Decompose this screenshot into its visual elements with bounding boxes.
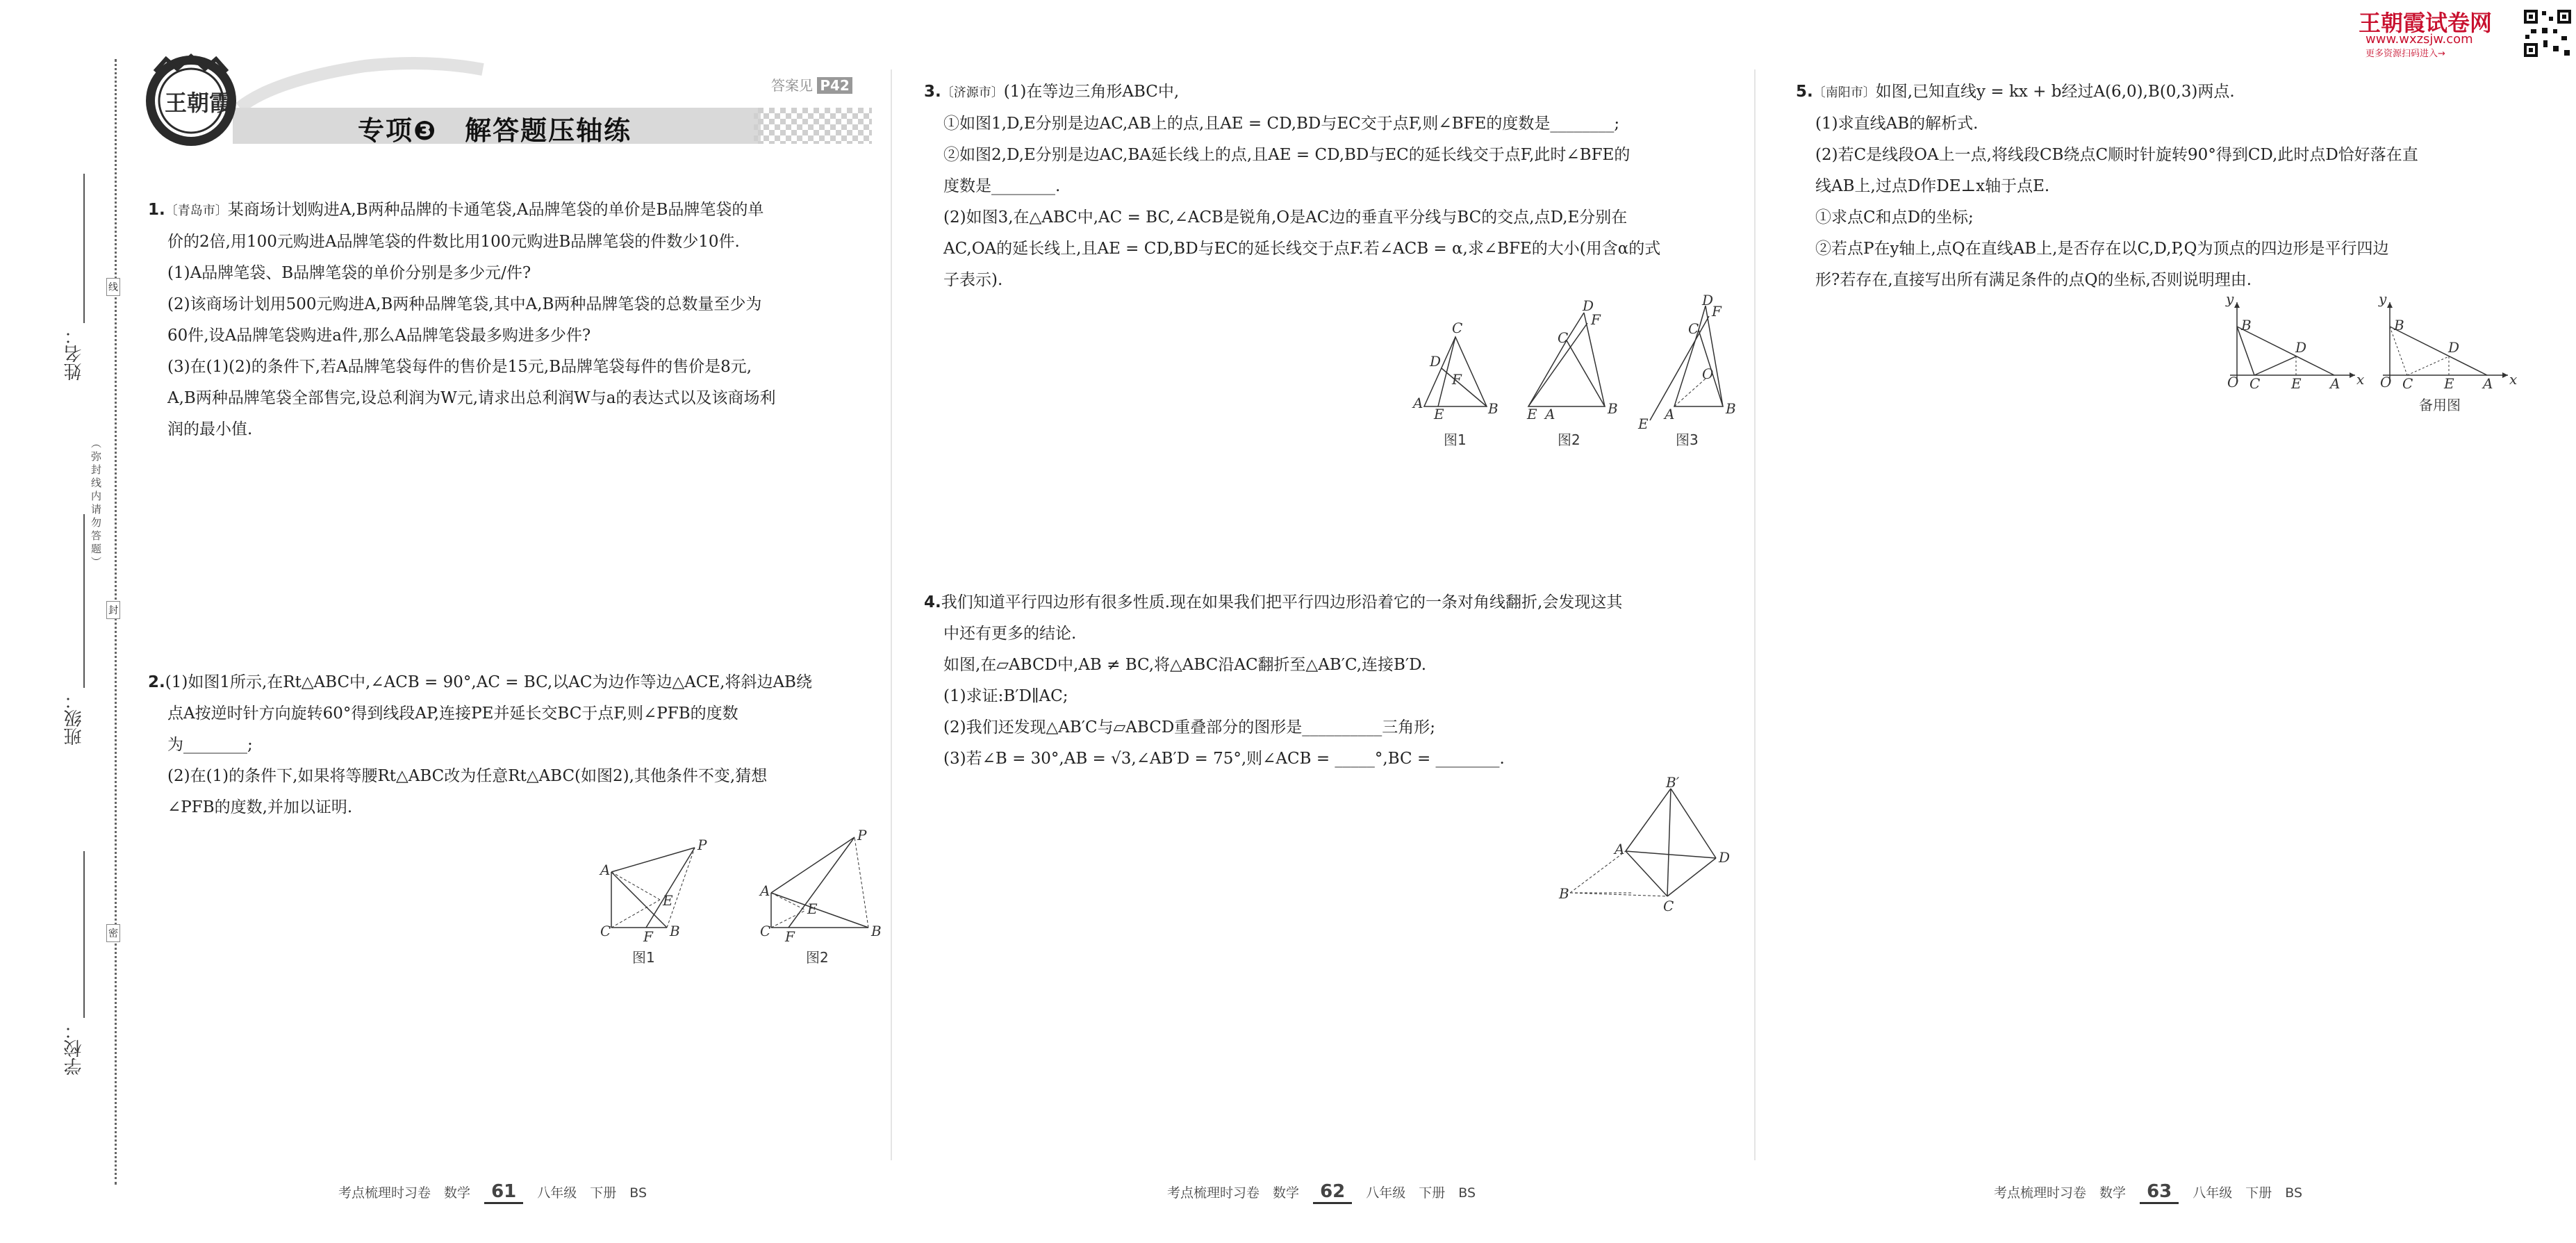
fig-caption: 图1	[632, 949, 655, 966]
svg-text:B: B	[1608, 400, 1618, 417]
problem-line: 为________;	[167, 736, 253, 754]
svg-text:x: x	[2356, 371, 2365, 388]
svg-text:C: C	[2249, 375, 2261, 392]
problem-line: A,B两种品牌笔袋全部售完,设总利润为W元,请求出总利润W与a的表达式以及该商场利	[167, 389, 776, 407]
fig-caption: 图1	[1444, 431, 1467, 448]
problem-number: 5.	[1796, 83, 1813, 101]
binding-margin	[0, 0, 139, 1243]
svg-text:B: B	[1488, 400, 1498, 417]
school-label: 学校：	[64, 1021, 85, 1076]
brand-name: 王朝霞试卷网	[2359, 10, 2493, 36]
svg-text:O: O	[2380, 374, 2392, 390]
footer-right: 八年级 下册 BS	[537, 1185, 647, 1201]
section-title: 专项❸ 解答题压轴练	[358, 115, 632, 146]
svg-text:P: P	[857, 827, 867, 843]
svg-text:A: A	[2330, 375, 2340, 392]
svg-text:C: C	[1452, 320, 1463, 336]
svg-text:F: F	[1591, 311, 1601, 328]
svg-text:F: F	[785, 928, 795, 945]
problem-line: ②若点P在y轴上,点Q在直线AB上,是否存在以C,D,P,Q为顶点的四边形是平行四边	[1815, 240, 2389, 258]
problem-4	[924, 587, 1744, 775]
fig-caption: 备用图	[2419, 397, 2461, 413]
problem-line: 度数是________.	[943, 177, 1061, 195]
answer-ref-prefix: 答案见	[771, 77, 813, 94]
footer-right: 八年级 下册 BS	[2193, 1185, 2303, 1201]
svg-text:F: F	[1712, 303, 1722, 320]
svg-text:E: E	[2291, 375, 2302, 392]
svg-text:B: B	[1726, 400, 1736, 417]
brand-block	[2359, 6, 2574, 61]
svg-text:E: E	[663, 892, 673, 909]
problem-line: ①如图1,D,E分别是边AC,AB上的点,且AE = CD,BD与EC交于点F,则∠BFE的度数是________;	[943, 115, 1620, 133]
svg-text:B: B	[871, 923, 882, 939]
fig-2-1	[599, 837, 707, 966]
problem-line: 如图,在▱ABCD中,AB ≠ BC,将△ABC沿AC翻折至△AB′C,连接B′D.	[943, 656, 1427, 674]
footer-left: 考点梳理时习卷 数学	[1994, 1185, 2127, 1201]
problem-line: (2)该商场计划用500元购进A,B两种品牌笔袋,其中A,B两种品牌笔袋的总数量至少为	[167, 295, 762, 313]
seal-mark-mi: 密	[106, 924, 120, 942]
column-separator-1	[891, 69, 892, 1160]
problem-line: (1)A品牌笔袋、B品牌笔袋的单价分别是多少元/件?	[167, 264, 531, 282]
column-separator-2	[1754, 69, 1756, 1160]
seal-note: （弥封线内请勿答题）	[90, 438, 102, 570]
problem-line: (1)求直线AB的解析式.	[1815, 115, 1979, 133]
problem-number: 1.	[148, 201, 165, 219]
problem-2	[148, 667, 884, 823]
svg-text:E: E	[1434, 406, 1444, 422]
problem-line: 价的2倍,用100元购进A品牌笔袋的件数比用100元购进B品牌笔袋的件数少10件.	[167, 233, 740, 251]
footer-page-62	[1167, 1181, 1476, 1204]
problem-number: 3.	[924, 83, 941, 101]
problem-5	[1796, 76, 2567, 296]
problem-line: (1)求证:B′D∥AC;	[943, 687, 1068, 705]
svg-text:E: E	[1638, 415, 1649, 432]
qr-code-icon[interactable]	[2523, 8, 2573, 58]
svg-text:D: D	[1702, 292, 1714, 308]
svg-text:y: y	[2226, 290, 2234, 307]
problem-line: 60件,设A品牌笔袋购进a件,那么A品牌笔袋最多购进多少件?	[167, 327, 591, 345]
svg-text:C: C	[600, 923, 611, 939]
svg-text:D: D	[1430, 353, 1442, 370]
problem-line: 形?若存在,直接写出所有满足条件的点Q的坐标,否则说明理由.	[1815, 271, 2252, 289]
seal-mark-feng: 封	[106, 601, 120, 619]
problem-line: 线AB上,过点D作DE⊥x轴于点E.	[1815, 177, 2050, 195]
logo-text: 王朝霞	[165, 90, 232, 116]
svg-text:B: B	[2241, 317, 2252, 334]
svg-text:P: P	[697, 837, 707, 853]
section-header	[135, 52, 872, 156]
svg-text:C: C	[1558, 329, 1569, 346]
seal-mark-xian: 线	[106, 278, 120, 296]
svg-text:C: C	[760, 923, 771, 939]
footer-page-63	[1994, 1181, 2302, 1204]
problem-3-figures	[1410, 292, 1744, 462]
svg-text:A: A	[1413, 395, 1423, 411]
svg-text:A: A	[1665, 406, 1675, 422]
brand-slogan: 更多资源扫码进入→	[2366, 49, 2445, 59]
svg-text:E: E	[1527, 406, 1537, 422]
svg-text:D: D	[1583, 297, 1594, 314]
fig-caption: 图2	[806, 949, 829, 966]
problem-number: 4.	[924, 593, 941, 611]
footer-right: 八年级 下册 BS	[1366, 1185, 1476, 1201]
school-underline	[83, 851, 85, 1018]
footer-page-61	[338, 1181, 647, 1204]
footer-left: 考点梳理时习卷 数学	[338, 1185, 471, 1201]
problem-line: (1)如图1所示,在Rt△ABC中,∠ACB = 90°,AC = BC,以AC为边作等边△ACE,将斜边AB绕	[165, 673, 812, 691]
svg-text:A: A	[1615, 841, 1625, 857]
page-number: 62	[1313, 1181, 1352, 1204]
problem-line: (2)如图3,在△ABC中,AC = BC,∠ACB是锐角,O是AC边的垂直平分线与BC的交点,点D,E分别在	[943, 208, 1628, 227]
answer-ref-page: P42	[817, 77, 852, 94]
fig-3-2	[1526, 297, 1618, 448]
problem-4-figure	[1549, 774, 1758, 921]
problem-line: (3)在(1)(2)的条件下,若A品牌笔袋每件的售价是15元,B品牌笔袋每件的售价是8元,	[167, 358, 752, 376]
problem-line: AC,OA的延长线上,且AE = CD,BD与EC的延长线交于点F.若∠ACB = α,求∠BFE的大小(用含α的式	[943, 240, 1661, 258]
svg-text:B: B	[1559, 885, 1569, 902]
class-label: 班级：	[64, 691, 85, 746]
svg-text:E: E	[807, 900, 818, 917]
svg-text:O: O	[1702, 365, 1714, 382]
svg-text:C: C	[2402, 375, 2413, 392]
problem-line: 中还有更多的结论.	[943, 625, 1077, 643]
problem-line: (2)若C是线段OA上一点,将线段CB绕点C顺时针旋转90°得到CD,此时点D恰好落在直	[1815, 146, 2418, 164]
svg-text:C: C	[1663, 898, 1674, 914]
problem-1	[148, 195, 884, 445]
svg-text:E: E	[2444, 375, 2454, 392]
brand-url: www.wxzsjw.com	[2366, 32, 2473, 47]
svg-text:D: D	[2448, 339, 2460, 356]
problem-line: (2)我们还发现△AB′C与▱ABCD重叠部分的图形是__________三角形;	[943, 718, 1436, 736]
problem-line: (3)若∠B = 30°,AB = √3,∠AB′D = 75°,则∠ACB = _____°,BC = ________.	[943, 750, 1505, 768]
problem-source: 〔青岛市〕	[165, 204, 228, 218]
problem-2-figures	[591, 827, 896, 976]
svg-text:x: x	[2509, 371, 2518, 388]
fig-5-1	[2225, 290, 2364, 392]
answer-reference	[771, 74, 852, 94]
problem-line: 子表示).	[943, 271, 1003, 289]
svg-text:A: A	[600, 862, 611, 878]
problem-source: 〔济源市〕	[941, 85, 1004, 100]
problem-line: (1)在等边三角形ABC中,	[1003, 83, 1180, 101]
svg-text:D: D	[2295, 339, 2307, 356]
problem-line: ①求点C和点D的坐标;	[1815, 208, 1974, 227]
svg-text:F: F	[643, 928, 653, 945]
problem-3	[924, 76, 1744, 296]
svg-text:A: A	[1545, 406, 1555, 422]
problem-line: ∠PFB的度数,并加以证明.	[167, 798, 353, 816]
page-number: 61	[484, 1181, 523, 1204]
problem-line: 某商场计划购进A,B两种品牌的卡通笔袋,A品牌笔袋的单价是B品牌笔袋的单	[227, 201, 764, 219]
svg-text:C: C	[1688, 320, 1699, 337]
problem-line: 如图,已知直线y = kx + b经过A(6,0),B(0,3)两点.	[1875, 83, 2235, 101]
fig-caption: 图3	[1676, 431, 1699, 448]
problem-line: 点A按逆时针方向旋转60°得到线段AP,连接PE并延长交BC于点F,则∠PFB的度数	[167, 705, 738, 723]
problem-number: 2.	[148, 673, 165, 691]
svg-text:B: B	[670, 923, 680, 939]
problem-line: ②如图2,D,E分别是边AC,BA延长线上的点,且AE = CD,BD与EC的延长线交于点F,此时∠BFE的	[943, 146, 1630, 164]
svg-text:A: A	[2483, 375, 2493, 392]
svg-text:F: F	[1452, 371, 1462, 388]
svg-text:D: D	[1719, 849, 1731, 866]
fig-3-3	[1637, 292, 1736, 448]
footer-left: 考点梳理时习卷 数学	[1167, 1185, 1300, 1201]
fig-5-2	[2378, 290, 2517, 413]
class-underline	[83, 514, 85, 688]
problem-line: 我们知道平行四边形有很多性质.现在如果我们把平行四边形沿着它的一条对角线翻折,会发现这其	[941, 593, 1623, 611]
name-underline	[83, 174, 85, 323]
svg-text:B: B	[2394, 317, 2404, 334]
fig-2-2	[759, 827, 882, 966]
fig-3-1	[1412, 320, 1498, 448]
problem-5-figures	[2216, 290, 2522, 420]
seal-dotted-line	[115, 59, 117, 1185]
fig-caption: 图2	[1558, 431, 1580, 448]
problem-line: 润的最小值.	[167, 420, 253, 438]
svg-text:B′: B′	[1666, 774, 1680, 791]
name-label: 姓名：	[64, 327, 85, 381]
page-number: 63	[2140, 1181, 2179, 1204]
svg-text:O: O	[2227, 374, 2239, 390]
problem-source: 〔南阳市〕	[1813, 85, 1876, 100]
svg-text:A: A	[760, 882, 770, 899]
svg-text:y: y	[2379, 290, 2387, 307]
problem-line: (2)在(1)的条件下,如果将等腰Rt△ABC改为任意Rt△ABC(如图2),其他条件不变,猜想	[167, 767, 768, 785]
